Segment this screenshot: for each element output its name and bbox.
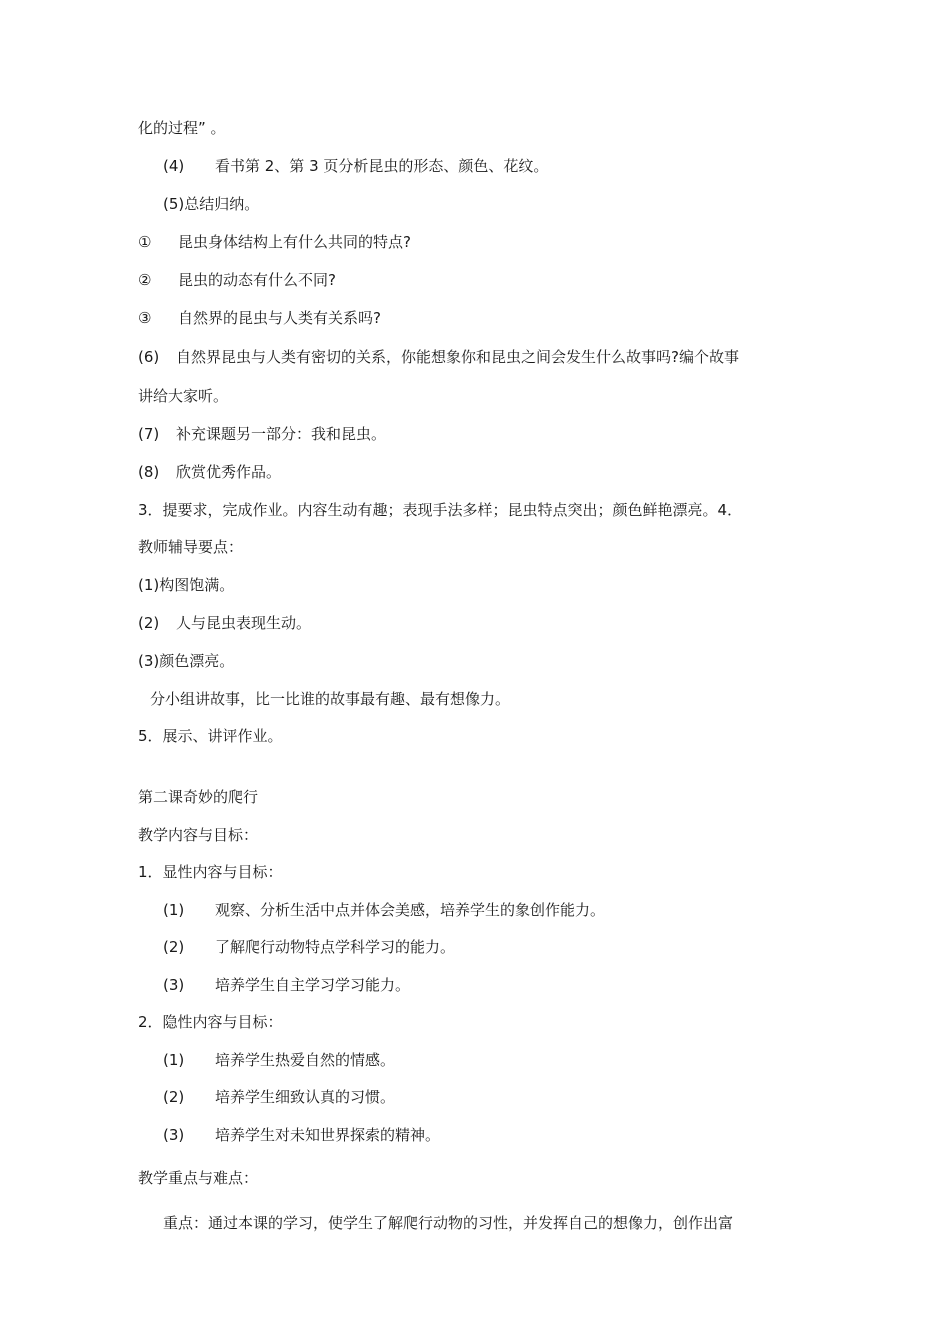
item-text: 欣赏优秀作品。 bbox=[176, 463, 282, 481]
text-line bbox=[163, 1213, 733, 1233]
text-line bbox=[150, 689, 510, 709]
line-text: 教师辅导要点： bbox=[138, 538, 244, 556]
list-item bbox=[138, 424, 386, 444]
section-heading bbox=[138, 787, 258, 807]
text-line bbox=[138, 862, 283, 882]
list-item bbox=[163, 937, 455, 957]
item-number: (3) bbox=[163, 976, 185, 994]
item-number: (2) bbox=[163, 938, 185, 956]
item-number: (1) bbox=[163, 1051, 185, 1069]
item-text: 补充课题另一部分：我和昆虫。 bbox=[176, 425, 387, 443]
item-number: (2) bbox=[163, 1088, 185, 1106]
item-number: (4) bbox=[163, 157, 185, 175]
line-text: 3．提要求，完成作业。内容生动有趣；表现手法多样；昆虫特点突出；颜色鲜艳漂亮。4． bbox=[138, 501, 743, 519]
line-text: (3)颜色漂亮。 bbox=[138, 652, 235, 670]
list-item bbox=[163, 1125, 440, 1145]
list-item bbox=[163, 1050, 395, 1070]
item-number: (6) bbox=[138, 348, 160, 366]
item-text: 昆虫的动态有什么不同? bbox=[178, 271, 336, 289]
list-item bbox=[163, 1087, 395, 1107]
line-text: (5)总结归纳。 bbox=[163, 195, 260, 213]
text-line bbox=[138, 1168, 258, 1188]
item-number: (8) bbox=[138, 463, 160, 481]
list-item bbox=[138, 613, 311, 633]
item-number: ③ bbox=[138, 309, 152, 327]
text-line bbox=[138, 537, 243, 557]
text-line bbox=[138, 1012, 283, 1032]
list-item bbox=[163, 156, 548, 176]
list-item bbox=[163, 975, 410, 995]
item-number: ① bbox=[138, 233, 152, 251]
line-text: 化的过程” 。 bbox=[138, 119, 226, 137]
line-text: 1．显性内容与目标： bbox=[138, 863, 283, 881]
item-text: 昆虫身体结构上有什么共同的特点? bbox=[178, 233, 411, 251]
item-number: (3) bbox=[163, 1126, 185, 1144]
item-text: 培养学生自主学习学习能力。 bbox=[215, 976, 411, 994]
line-text: (1)构图饱满。 bbox=[138, 576, 235, 594]
item-text: 培养学生细致认真的习惯。 bbox=[215, 1088, 396, 1106]
item-text: 培养学生热爱自然的情感。 bbox=[215, 1051, 396, 1069]
line-text: 教学重点与难点： bbox=[138, 1169, 259, 1187]
line-text: 教学内容与目标： bbox=[138, 826, 259, 844]
list-item bbox=[138, 232, 411, 252]
list-item bbox=[163, 900, 605, 920]
list-item bbox=[138, 347, 739, 367]
item-text: 观察、分析生活中点并体会美感，培养学生的象创作能力。 bbox=[215, 901, 606, 919]
text-line bbox=[138, 825, 258, 845]
heading-text: 第二课奇妙的爬行 bbox=[138, 788, 259, 806]
item-text: 自然界昆虫与人类有密切的关系，你能想象你和昆虫之间会发生什么故事吗?编个故事 bbox=[176, 348, 739, 366]
text-line bbox=[138, 386, 228, 406]
line-text: 重点：通过本课的学习，使学生了解爬行动物的习性，并发挥自己的想像力，创作出富 bbox=[163, 1214, 734, 1232]
line-text: 2．隐性内容与目标： bbox=[138, 1013, 283, 1031]
list-item bbox=[138, 270, 336, 290]
list-item bbox=[138, 308, 381, 328]
item-text: 自然界的昆虫与人类有关系吗? bbox=[178, 309, 381, 327]
text-line bbox=[138, 118, 226, 138]
list-item bbox=[138, 462, 281, 482]
line-text: 讲给大家听。 bbox=[138, 387, 229, 405]
item-number: (7) bbox=[138, 425, 160, 443]
item-text: 了解爬行动物特点学科学习的能力。 bbox=[215, 938, 456, 956]
item-text: 看书第 2、第 3 页分析昆虫的形态、颜色、花纹。 bbox=[215, 157, 549, 175]
text-line bbox=[138, 726, 283, 746]
text-line bbox=[163, 194, 259, 214]
line-text: 5．展示、讲评作业。 bbox=[138, 727, 283, 745]
item-number: (1) bbox=[163, 901, 185, 919]
text-line bbox=[138, 500, 742, 520]
text-line bbox=[138, 651, 234, 671]
item-number: ② bbox=[138, 271, 152, 289]
text-line bbox=[138, 575, 234, 595]
item-text: 培养学生对未知世界探索的精神。 bbox=[215, 1126, 441, 1144]
item-number: (2) bbox=[138, 614, 160, 632]
item-text: 人与昆虫表现生动。 bbox=[176, 614, 312, 632]
line-text: 分小组讲故事，比一比谁的故事最有趣、最有想像力。 bbox=[150, 690, 511, 708]
